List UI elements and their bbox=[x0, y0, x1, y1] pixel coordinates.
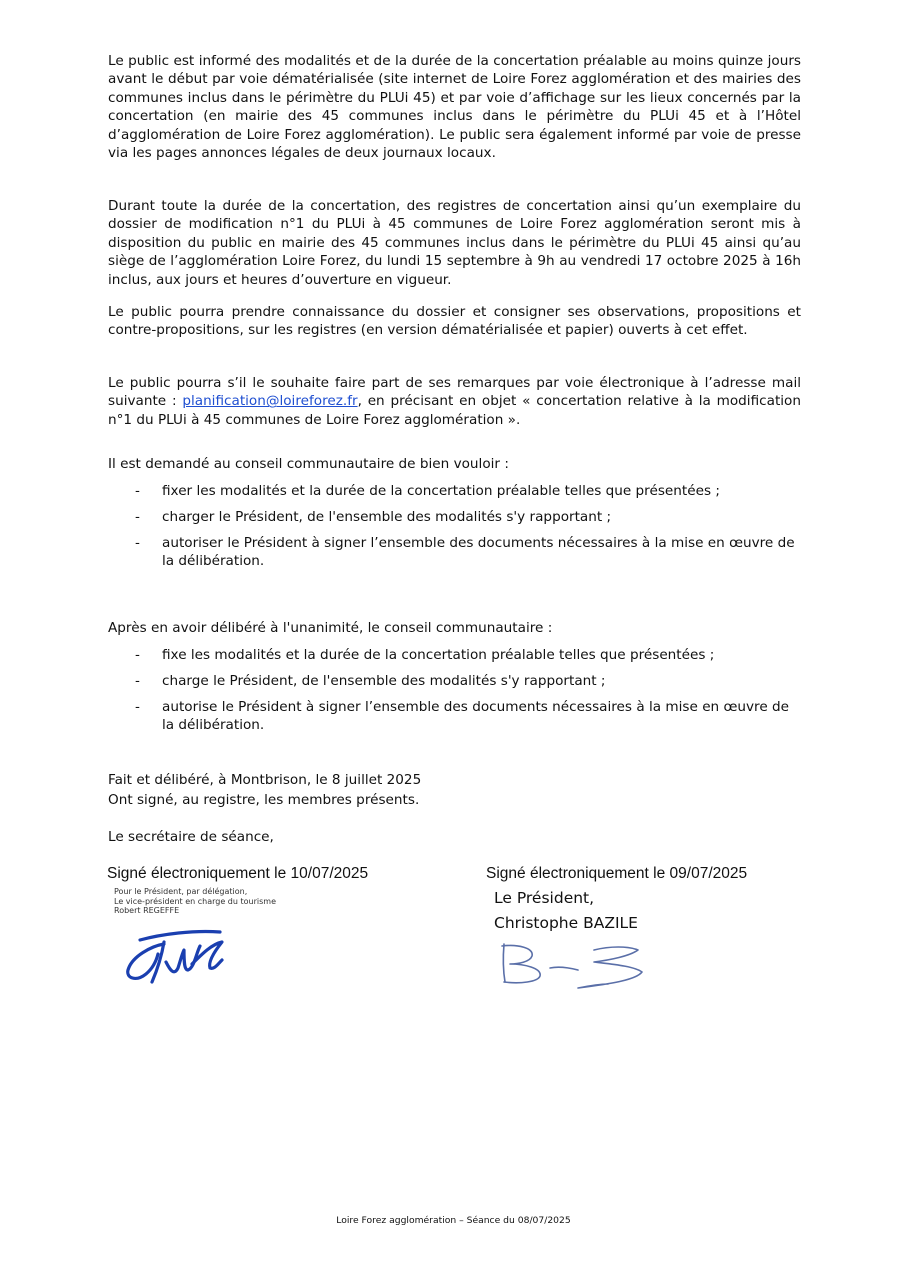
delegation-line: Pour le Président, par délégation, bbox=[114, 887, 248, 896]
right-signature-header: Signé électroniquement le 09/07/2025 bbox=[486, 865, 748, 882]
list-item: - autorise le Président à signer l’ensemble des documents nécessaires à la mise en œuvre de la délibération. bbox=[108, 698, 801, 735]
request-intro: Il est demandé au conseil communautaire de bien vouloir : bbox=[108, 456, 509, 472]
decision-intro: Après en avoir délibéré à l'unanimité, le conseil communautaire : bbox=[108, 620, 553, 636]
paragraph-email-remarks bbox=[108, 374, 801, 429]
delegation-line: Le vice-président en charge du tourisme bbox=[114, 896, 276, 906]
left-handwritten-signature bbox=[122, 924, 232, 986]
email-intro-text: Le public pourra s’il le souhaite faire part de ses remarques par voie électronique à l’adresse mail suivante : bbox=[108, 375, 801, 410]
list-item: - autoriser le Président à signer l’ensemble des documents nécessaires à la mise en œuvre de la délibération. bbox=[108, 534, 801, 571]
decision-list bbox=[108, 646, 801, 742]
delegation-text bbox=[114, 887, 276, 916]
list-item: - fixe les modalités et la durée de la concertation préalable telles que présentées ; bbox=[108, 646, 801, 664]
delegation-line: Robert REGEFFE bbox=[114, 906, 180, 915]
email-link[interactable]: planification@loireforez.fr bbox=[182, 393, 358, 410]
list-item: - charger le Président, de l'ensemble des modalités s'y rapportant ; bbox=[108, 508, 801, 526]
secretary-label: Le secrétaire de séance, bbox=[108, 829, 274, 845]
president-title: Le Président, bbox=[494, 889, 595, 907]
paragraph-information-modalities: Le public est informé des modalités et de la durée de la concertation préalable au moins quinze jours avant le début par voie dématérialisée (site internet de Loire Forez agglomération et des mairies des communes inclus dans le périmètre du PLUi 45) et par voie d’affichage sur les lieux concernés par la concertation (en mairie des 45 communes inclus dans le périmètre du PLUi 45 et à l’Hôtel d’agglomération de Loire Forez agglomération). Le public sera également informé par voie de presse via les pages annonces légales de deux journaux locaux. bbox=[108, 53, 801, 162]
paragraph-consult-dossier-text: Le public pourra prendre connaissance du dossier et consigner ses observations, propositions et contre-propositions, sur les registres (en version dématérialisée et papier) ouverts à cet effet. bbox=[108, 304, 801, 339]
left-signature-header: Signé électroniquement le 10/07/2025 bbox=[107, 865, 369, 882]
signed-line: Ont signé, au registre, les membres présents. bbox=[108, 792, 420, 808]
right-handwritten-signature bbox=[498, 938, 648, 992]
list-item: - fixer les modalités et la durée de la concertation préalable telles que présentées ; bbox=[108, 482, 801, 500]
paragraph-registers-availability: Durant toute la durée de la concertation, des registres de concertation ainsi qu’un exemplaire du dossier de modification n°1 du PLUi à 45 communes de Loire Forez agglomération seront mis à disposition du public en mairie des 45 communes inclus dans le périmètre du PLUi 45 ainsi qu’au siège de l’agglomération Loire Forez, du lundi 15 septembre à 9h au vendredi 17 octobre 2025 à 16h inclus, aux jours et heures d’ouverture en vigueur. bbox=[108, 198, 801, 288]
paragraph-consult-dossier bbox=[108, 303, 801, 340]
page-footer: Loire Forez agglomération – Séance du 08/07/2025 bbox=[336, 1215, 571, 1226]
done-line: Fait et délibéré, à Montbrison, le 8 juillet 2025 bbox=[108, 772, 422, 788]
president-name: Christophe BAZILE bbox=[494, 914, 638, 932]
request-list bbox=[108, 482, 801, 578]
email-subject-text: , en précisant en objet « concertation relative à la modification n°1 du PLUi à 45 communes de Loire Forez agglomération ». bbox=[108, 393, 801, 428]
list-item: - charge le Président, de l'ensemble des modalités s'y rapportant ; bbox=[108, 672, 801, 690]
